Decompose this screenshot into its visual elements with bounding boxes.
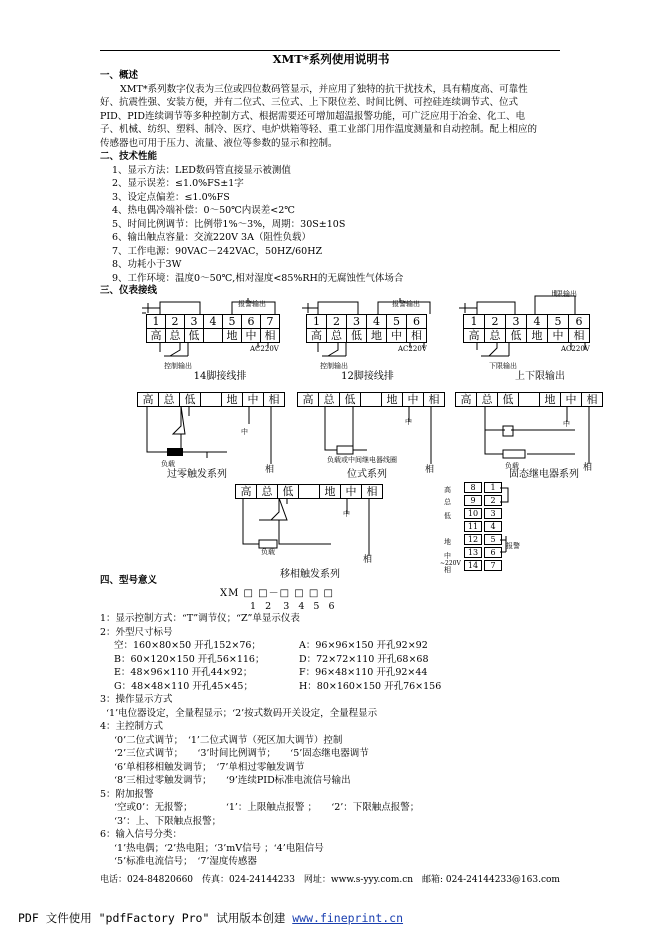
terminal-strip — [306, 314, 427, 329]
size-cell: D：72×72×110 开孔68×68 — [299, 653, 429, 665]
model-details — [100, 612, 560, 869]
terminal-label: 低 — [498, 393, 519, 406]
terminal-label: 总 — [327, 329, 347, 342]
terminal-labels — [306, 328, 427, 343]
terminal-label: 地 — [382, 393, 403, 406]
terminal-label: 低 — [340, 393, 361, 406]
alarm-output-label: 报警输出 — [238, 300, 266, 308]
specs-heading: 二、技术性能 — [100, 151, 158, 162]
spec-item: 3、设定点偏差：≤1.0%FS — [112, 191, 230, 203]
model-line: 3：操作显示方式 — [100, 694, 173, 705]
terminal-number: 11 — [464, 521, 482, 532]
terminal-label: 地 — [223, 329, 242, 342]
overview-line: 子、机械、纺织、塑料、制冷、医疗、电炉烘箱等轻、重工业部门用作温度测量和自动控制。配上相应的 — [100, 124, 538, 135]
size-cell: H：80×160×150 开孔76×156 — [299, 680, 442, 692]
terminal-label: 高 — [298, 393, 319, 406]
terminal-number: 5 — [223, 315, 242, 328]
terminal-label: 低 — [278, 485, 299, 498]
size-row — [100, 666, 560, 680]
wiring-heading: 三、仪表接线 — [100, 285, 158, 296]
terminal-label: 相 — [428, 393, 440, 406]
terminal-label: 地 — [540, 393, 561, 406]
terminal-label: 高 — [236, 485, 257, 498]
terminal-number: 5 — [484, 534, 502, 545]
neutral-label: 中 — [405, 418, 412, 426]
ac-label: AC220V — [250, 345, 279, 353]
terminal-label: 中 — [387, 329, 407, 342]
terminal-number: 3 — [185, 315, 204, 328]
terminal-label: 低 — [347, 329, 367, 342]
terminal-label: 地 — [222, 393, 243, 406]
model-line: ‘2’三位式调节； ‘3’时间比例调节； ‘5’固态继电器调节 — [114, 748, 369, 759]
terminal-label: 地 — [320, 485, 341, 498]
terminal-label: 地 — [527, 329, 548, 342]
section-overview — [100, 69, 560, 150]
lower-output-label: 下限输出 — [489, 362, 517, 370]
wiring-diagram-zero-cross — [137, 392, 285, 478]
spec-item: 6、输出触点容量：交流220V 3A（阻性负载） — [112, 232, 311, 243]
contact-footer — [100, 874, 560, 888]
spec-item: 7、工作电源：90VAC－242VAC，50HZ/60HZ — [112, 245, 323, 257]
side-label: 低 — [444, 512, 451, 520]
terminal-number: 2 — [327, 315, 347, 328]
neutral-label: 中 — [563, 420, 570, 428]
upper-output-label: 上限输出 — [549, 290, 577, 298]
terminal-number: 4 — [527, 315, 548, 328]
phase-label: 相 — [425, 465, 435, 475]
diagram-caption: 位式系列 — [347, 469, 387, 480]
size-row — [100, 639, 560, 653]
load-label: 负载 — [161, 460, 175, 468]
terminal-number: 14 — [464, 560, 482, 571]
terminal-label: 总 — [319, 393, 340, 406]
terminal-label — [519, 393, 540, 406]
diagram-caption: 上下限输出 — [515, 371, 565, 382]
wiring-diagram-12pin — [300, 294, 435, 384]
size-cell: B：60×120×150 开孔56×116； — [114, 653, 265, 665]
terminal-number: 8 — [464, 482, 482, 493]
model-line: ‘6’单相移相触发调节； ‘7’单相过零触发调节 — [114, 761, 305, 773]
model-line: 6：输入信号分类： — [100, 829, 183, 840]
terminal-number: 2 — [166, 315, 185, 328]
ac-label: AC220V — [561, 345, 590, 353]
terminal-number: 2 — [484, 495, 502, 506]
terminal-label: 地 — [367, 329, 387, 342]
terminal-label: 中 — [242, 329, 261, 342]
size-row — [100, 680, 560, 694]
terminal-number: 7 — [266, 315, 274, 328]
load-label: 负载 — [505, 462, 519, 470]
terminal-labels — [463, 328, 590, 343]
size-cell: F：96×48×110 开孔92×44 — [299, 667, 428, 678]
size-row — [100, 653, 560, 667]
terminal-number: 5 — [387, 315, 407, 328]
terminal-label: 高 — [456, 393, 477, 406]
terminal-strip — [463, 314, 590, 329]
terminal-labels — [455, 392, 603, 407]
terminal-label: 相 — [264, 329, 276, 342]
terminal-label: 低 — [506, 329, 527, 342]
terminal-number: 12 — [464, 534, 482, 545]
terminal-labels — [137, 392, 285, 407]
terminal-number: 4 — [367, 315, 387, 328]
model-line: ‘8’三相过零触发调节； ‘9’连续PID标准电流信号输出 — [114, 775, 351, 786]
terminal-label: 相 — [411, 329, 422, 342]
terminal-number: 5 — [548, 315, 569, 328]
top-rule — [100, 50, 560, 51]
diagram-caption: 14脚接线排 — [193, 371, 247, 382]
size-cell: 空：160×80×50 开孔152×76； — [114, 640, 261, 651]
terminal-number: 13 — [464, 547, 482, 558]
alarm-label: 报警 — [506, 542, 520, 550]
model-line: ‘0’二位式调节； ‘1’二位式调节（死区加大调节）控制 — [114, 734, 343, 746]
terminal-label: 中 — [341, 485, 362, 498]
side-label: 中 — [444, 552, 451, 560]
terminal-label: 相 — [366, 485, 378, 498]
terminal-label: 中 — [548, 329, 569, 342]
section-specs — [100, 150, 560, 285]
phase-label: 相 — [363, 555, 373, 565]
terminal-label: 高 — [464, 329, 485, 342]
neutral-label: 中 — [343, 510, 350, 518]
terminal-label: 高 — [138, 393, 159, 406]
terminal-label: 中 — [561, 393, 582, 406]
terminal-label: 高 — [307, 329, 327, 342]
model-line: ‘1’热电偶；‘2’热电阻；‘3’mV信号 ；‘4’电阻信号 — [114, 842, 324, 854]
phase-label: 相 — [265, 465, 275, 475]
terminal-label: 高 — [147, 329, 166, 342]
terminal-number: 9 — [464, 495, 482, 506]
spec-item: 4、热电偶冷端补偿：0～50℃内误差<2℃ — [112, 205, 295, 216]
terminal-label: 总 — [166, 329, 185, 342]
terminal-label: 相 — [586, 393, 598, 406]
spec-item: 9、工作环境：温度0～50℃,相对湿度<85%RH的无腐蚀性气体场合 — [112, 272, 404, 284]
side-label: 地 — [444, 538, 451, 546]
side-label: 相 — [444, 566, 451, 574]
control-output-label: 控制输出 — [164, 362, 192, 370]
load-label: 负载或中间继电器线圈 — [327, 456, 397, 464]
size-cell: E：48×96×110 开孔44×92； — [114, 667, 253, 678]
terminal-labels — [297, 392, 445, 407]
overview-heading: 一、概述 — [100, 70, 139, 81]
terminal-number: 3 — [506, 315, 527, 328]
relay-lines — [500, 480, 520, 576]
side-label: 高 — [444, 486, 451, 494]
terminal-number: 6 — [575, 315, 583, 328]
terminal-number: 3 — [484, 508, 502, 519]
terminal-label: 中 — [403, 393, 424, 406]
ac-label: AC220V — [398, 345, 427, 353]
website-text: 网址：www.s-yyy.com.cn — [303, 875, 414, 885]
pdf-watermark-text: PDF 文件使用 "pdfFactory Pro" 试用版本创建 — [18, 911, 293, 925]
terminal-label — [204, 329, 223, 342]
terminal-label: 总 — [159, 393, 180, 406]
model-line: ‘1’电位器设定，全量程显示；‘2’按式数码开关设定，全量程显示 — [106, 707, 378, 719]
model-positions: 1 2 3 4 5 6 — [250, 601, 335, 612]
terminal-labels — [146, 328, 280, 343]
terminal-label: 相 — [268, 393, 280, 406]
wiring-diagram-14pin — [140, 294, 280, 384]
terminal-label: 总 — [485, 329, 506, 342]
overview-line: PID、PID连续调节等多种控制方式、根据需要还可增加超温报警功能，可广泛应用于冶金、化工、电 — [100, 110, 526, 122]
terminal-number: 10 — [464, 508, 482, 519]
spec-item: 1、显示方法：LED数码管直接显示被测值 — [112, 164, 291, 176]
diagram-caption: 12脚接线排 — [341, 371, 394, 382]
pdf-watermark-bar — [18, 912, 403, 926]
size-cell: A：96×96×150 开孔92×92 — [299, 640, 428, 651]
wiring-diagram-vertical — [440, 480, 520, 576]
terminal-number: 7 — [484, 560, 502, 571]
overview-line: 好、抗震性强、安装方便，并有二位式、三位式、上下限位差、时间比例、可控硅连续调节式、位式 — [100, 97, 519, 108]
terminal-label: 低 — [180, 393, 201, 406]
model-line: ‘5’标准电流信号； ‘7’湿度传感器 — [114, 856, 257, 867]
terminal-number: 6 — [242, 315, 261, 328]
terminal-label: 相 — [573, 329, 585, 342]
fineprint-link[interactable]: www.fineprint.cn — [292, 911, 404, 925]
wiring-diagram-limits — [455, 286, 595, 384]
load-label: 负载 — [261, 548, 275, 556]
terminal-number: 1 — [307, 315, 327, 328]
neutral-label: 中 — [241, 428, 248, 436]
ac-label: ~220V — [440, 560, 461, 567]
terminal-label — [299, 485, 320, 498]
wiring-diagram-ssr — [455, 392, 603, 478]
terminal-number: 2 — [485, 315, 506, 328]
terminal-number: 1 — [147, 315, 166, 328]
overview-line: 传感器也可用于压力、流量、液位等参数的显示和控制。 — [100, 137, 338, 149]
terminal-label — [361, 393, 382, 406]
terminal-number: 6 — [413, 315, 420, 328]
overview-line: XMT*系列数字仪表为三位或四位数码管显示，并应用了独特的抗干扰技术，具有精度高、可靠性 — [120, 83, 528, 95]
terminal-number: 1 — [484, 482, 502, 493]
terminal-number: 6 — [484, 547, 502, 558]
spec-item: 5、时间比例调节：比例带1%～3%，周期：30S±10S — [112, 218, 346, 230]
side-label: 总 — [444, 498, 451, 506]
terminal-label — [201, 393, 222, 406]
terminal-label: 总 — [477, 393, 498, 406]
model-line: 4：主控制方式 — [100, 721, 164, 732]
phase-label: 相 — [583, 463, 593, 473]
diagram-caption: 固态继电器系列 — [509, 469, 579, 480]
diagram-caption: 移相触发系列 — [280, 569, 340, 580]
terminal-strip — [146, 314, 280, 329]
email-text: 邮箱: 024-24144233@163.com — [422, 875, 560, 885]
terminal-label: 总 — [257, 485, 278, 498]
terminal-label: 低 — [185, 329, 204, 342]
model-line: 2：外型尺寸标号 — [100, 626, 173, 638]
model-line: ‘空或0’：无报警； ‘1’：上限触点报警 ； ‘2’：下限触点报警； — [114, 802, 420, 813]
model-line: 5：附加报警 — [100, 788, 154, 800]
control-output-label: 控制输出 — [320, 362, 348, 370]
model-code: XM □ □－□ □ □ □ — [220, 588, 334, 599]
fax-text: 传真：024-24144233 — [201, 875, 295, 885]
phone-text: 电话：024-84820660 — [100, 875, 194, 885]
terminal-labels — [235, 484, 383, 499]
terminal-number: 4 — [204, 315, 223, 328]
model-line: ‘3’：上、下限触点报警； — [114, 815, 222, 827]
model-heading: 四、型号意义 — [100, 575, 158, 586]
diagram-caption: 过零触发系列 — [167, 469, 227, 480]
model-line: 1：显示控制方式：“T”调节仪；“Z”单显示仪表 — [100, 613, 300, 624]
doc-title: XMT*系列使用说明书 — [272, 52, 390, 66]
terminal-number: 3 — [347, 315, 367, 328]
terminal-number: 4 — [484, 521, 502, 532]
wiring-diagram-phase-shift — [235, 484, 385, 580]
terminal-label: 中 — [243, 393, 264, 406]
wiring-diagram-position — [297, 392, 445, 478]
size-cell: G：48×48×110 开孔45×45； — [114, 680, 253, 692]
spec-item: 2、显示误差：≤1.0%FS±1字 — [112, 178, 244, 189]
alarm-output-label: 报警输出 — [392, 300, 420, 308]
spec-item: 8、功耗小于3W — [112, 259, 182, 270]
terminal-number: 1 — [464, 315, 485, 328]
